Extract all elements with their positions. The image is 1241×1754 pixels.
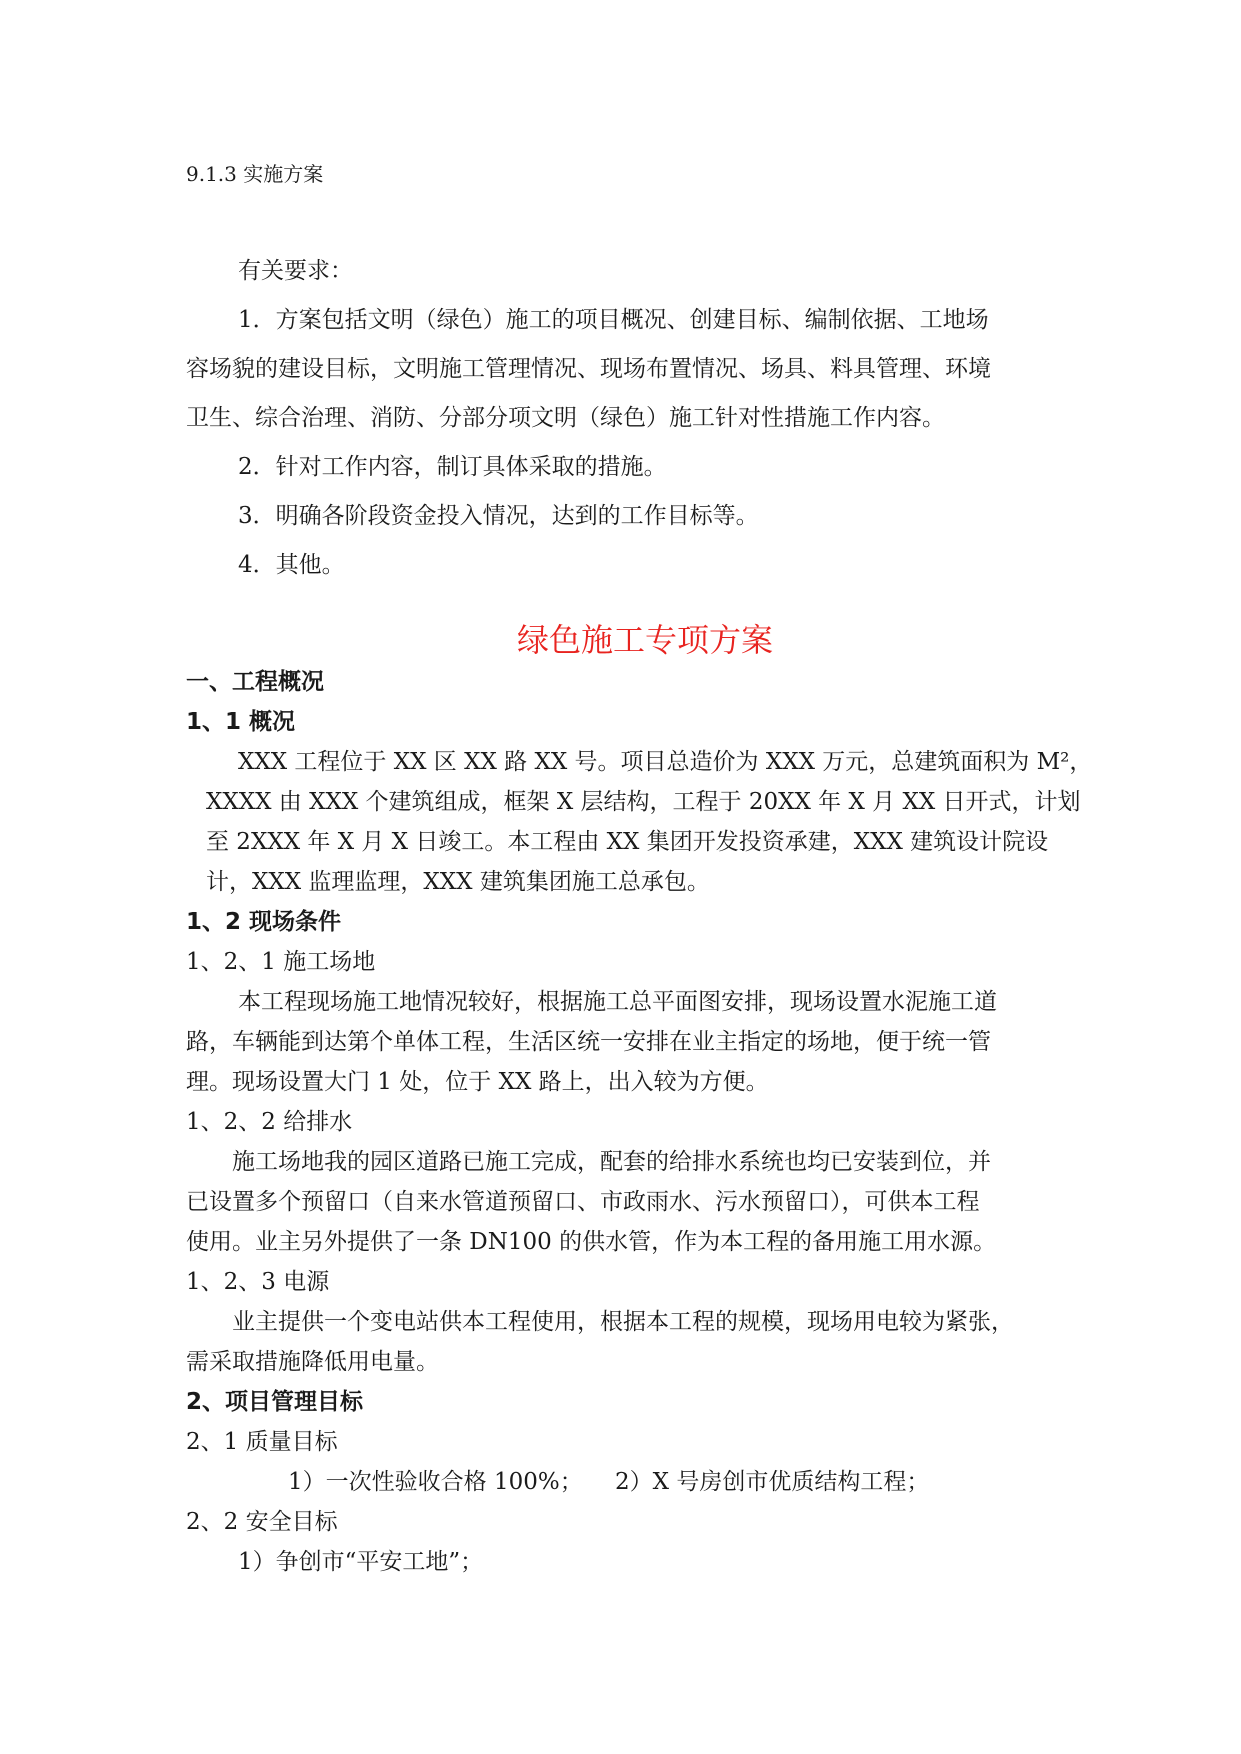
section-1-2-1-heading: 1、2、1 施工场地 <box>186 949 376 975</box>
overview-line-3: 至 2XXX 年 X 月 X 日竣工。本工程由 XX 集团开发投资承建，XXX 建筑设计院设 <box>206 829 1049 855</box>
power-line-1: 业主提供一个变电站供本工程使用，根据本工程的规模，现场用电较为紧张， <box>232 1309 1014 1335</box>
quality-goal-2: 2）X 号房创市优质结构工程； <box>615 1469 930 1495</box>
power-line-2: 需采取措施降低用电量。 <box>186 1349 439 1375</box>
requirement-item-1-line-1: 1．方案包括文明（绿色）施工的项目概况、创建目标、编制依据、工地场 <box>238 307 989 333</box>
requirement-item-1-line-3: 卫生、综合治理、消防、分部分项文明（绿色）施工针对性措施工作内容。 <box>186 405 945 431</box>
water-line-2: 已设置多个预留口（自来水管道预留口、市政雨水、污水预留口），可供本工程 <box>186 1189 980 1215</box>
document-title: 绿色施工专项方案 <box>517 621 774 659</box>
site-line-2: 路，车辆能到达第个单体工程，生活区统一安排在业主指定的场地，便于统一管 <box>186 1029 991 1055</box>
section-1-1-heading: 1、1 概况 <box>186 709 296 735</box>
requirement-item-3: 3．明确各阶段资金投入情况，达到的工作目标等。 <box>238 503 759 529</box>
site-line-3: 理。现场设置大门 1 处，位于 XX 路上，出入较为方便。 <box>186 1069 769 1095</box>
section-1-heading: 一、工程概况 <box>186 669 324 695</box>
quality-goal-1: 1）一次性验收合格 100%； <box>288 1469 583 1495</box>
overview-line-1: XXX 工程位于 XX 区 XX 路 XX 号。项目总造价为 XXX 万元，总建筑面积为 M²， <box>238 749 1093 775</box>
section-2-2-heading: 2、2 安全目标 <box>186 1509 338 1535</box>
section-1-2-3-heading: 1、2、3 电源 <box>186 1269 330 1295</box>
section-number: 9.1.3 实施方案 <box>186 162 324 186</box>
requirement-item-1-line-2: 容场貌的建设目标，文明施工管理情况、现场布置情况、场具、料具管理、环境 <box>186 356 991 382</box>
water-line-1: 施工场地我的园区道路已施工完成，配套的给排水系统也均已安装到位，并 <box>232 1149 991 1175</box>
requirement-item-4: 4．其他。 <box>238 552 345 578</box>
section-1-2-heading: 1、2 现场条件 <box>186 909 342 935</box>
safety-goal-1: 1）争创市“平安工地”； <box>238 1549 484 1575</box>
overview-line-4: 计，XXX 监理监理，XXX 建筑集团施工总承包。 <box>206 869 710 895</box>
section-2-1-heading: 2、1 质量目标 <box>186 1429 338 1455</box>
overview-line-2: XXXX 由 XXX 个建筑组成，框架 X 层结构，工程于 20XX 年 X 月 XX 日开式，计划 <box>206 789 1081 815</box>
requirements-heading: 有关要求： <box>238 258 353 284</box>
water-line-3: 使用。业主另外提供了一条 DN100 的供水管，作为本工程的备用施工用水源。 <box>186 1229 997 1255</box>
section-1-2-2-heading: 1、2、2 给排水 <box>186 1109 353 1135</box>
section-2-heading: 2、项目管理目标 <box>186 1389 364 1415</box>
site-line-1: 本工程现场施工地情况较好，根据施工总平面图安排，现场设置水泥施工道 <box>238 989 997 1015</box>
requirement-item-2: 2．针对工作内容，制订具体采取的措施。 <box>238 454 667 480</box>
